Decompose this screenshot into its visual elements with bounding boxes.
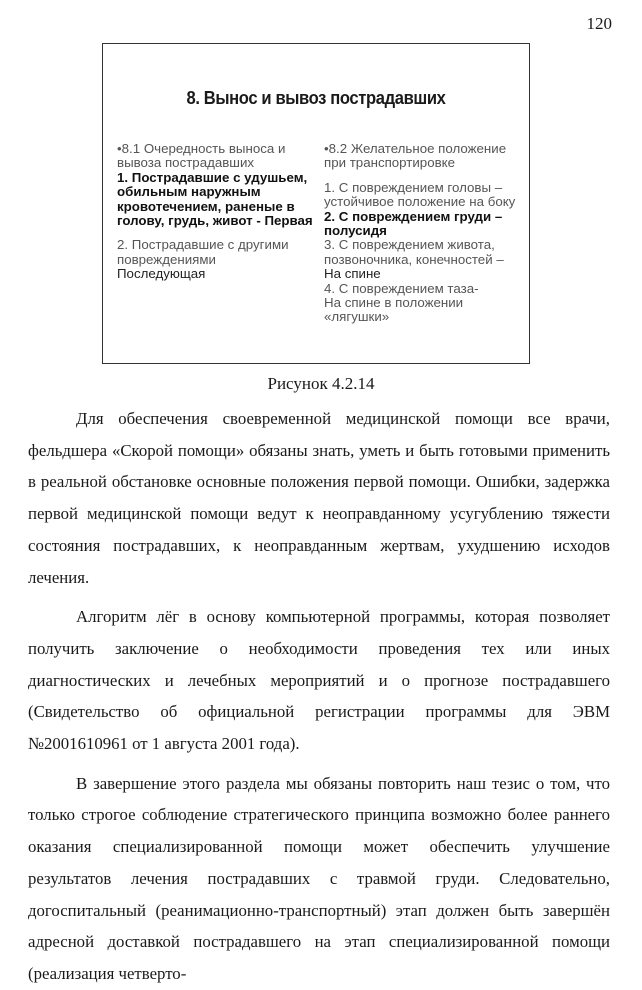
paragraph: Для обеспечения своевременной медицинской помощи все врачи, фельдшера «Скорой помощи» обязаны знать, уметь и быть готовыми применить в реальной обстановке основные положения первой помощи. Ошибки, задержка первой медицинской помощи ведут к неоправданному усугублению тяжести состояния пострадавших, к неоправданным жертвам, ухудшению исходов лечения. xyxy=(28,409,610,587)
right-item-1: 1. С повреждением головы – устойчивое положение на боку xyxy=(324,179,516,210)
right-item-4: 4. С повреждением таза- xyxy=(324,280,479,296)
right-column xyxy=(324,142,524,325)
right-item-3: 3. С повреждением живота, позвоночника, конечностей – xyxy=(324,237,504,267)
left-item-1: 1. Пострадавшие с удушьем, обильным наружным кровотечением, раненые в голову, грудь, живот - Первая xyxy=(117,169,313,229)
paragraph: Алгоритм лёг в основу компьютерной программы, которая позволяет получить заключение о необходимости проведения тех или иных диагностических и лечебных мероприятий и о прогнозе пострадавшего (Свидетельство об официальной регистрации программы для ЭВМ №2001610961 от 1 августа 2001 года). xyxy=(28,607,610,754)
left-column-heading: •8.1 Очередность выноса и вывоза пострадавших xyxy=(117,141,286,171)
right-column-heading: •8.2 Желательное положение при транспортировке xyxy=(324,141,507,171)
figure-title: 8. Вынос и вывоз пострадавших xyxy=(186,88,446,108)
page-number: 120 xyxy=(586,14,612,33)
paragraph: В завершение этого раздела мы обязаны повторить наш тезис о том, что только строгое соблюдение стратегического принципа возможно более раннего оказания специализированной помощи может обеспечить улучшение результатов лечения пострадавших с травмой груди. Следовательно, догоспитальный (реанимационно-транспортный) этап должен быть завершён адресной доставкой пострадавшего на этап специализированной помощи (реализация четверто- xyxy=(28,773,610,983)
left-item-2-value: Последующая xyxy=(117,266,206,282)
right-item-2: 2. С повреждением груди – полусидя xyxy=(324,208,503,239)
left-column xyxy=(117,142,322,282)
left-item-2: 2. Пострадавшие с другими повреждениями xyxy=(117,237,289,267)
right-item-4-value: На спине в положении «лягушки» xyxy=(324,295,464,325)
figure-box xyxy=(102,43,530,364)
figure-caption: Рисунок 4.2.14 xyxy=(267,374,375,393)
right-item-3-value: На спине xyxy=(324,266,381,282)
body-text xyxy=(28,403,610,990)
